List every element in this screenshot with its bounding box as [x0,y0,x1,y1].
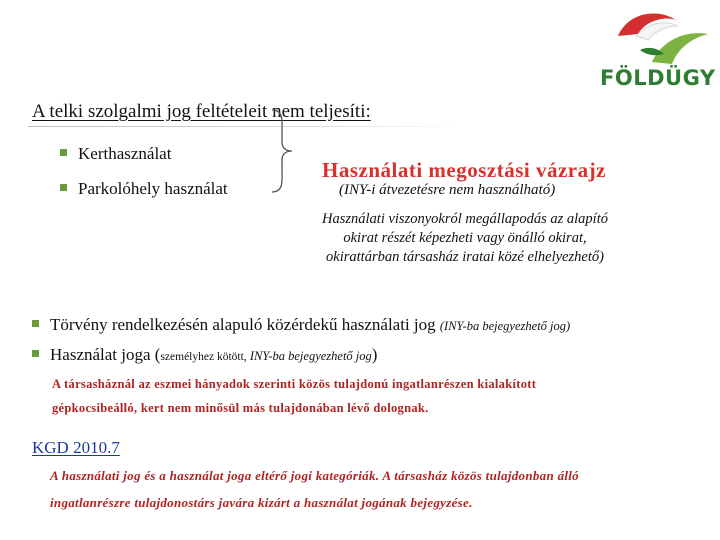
list-item-torveny [32,315,570,335]
kgd-text-line: A használati jog és a használat joga eltérő jogi kategóriák. A társasház közös tulajdonban álló [50,468,579,483]
logo-green-swoosh [652,33,708,64]
bullet-icon [60,149,67,156]
condominium-note-line: gépkocsibeálló, kert nem minősül más tulajdonában lévő dolognak. [52,401,429,415]
diagram-note: (INY-i átvezetésre nem használható) [339,182,556,198]
kgd-reference-link[interactable]: KGD 2010.7 [32,438,120,457]
right-brace-icon [270,108,294,194]
list-item-small: személyhez kötött, [160,351,247,363]
list-item-close: ) [371,345,378,364]
bullet-icon [32,350,39,357]
page-title: A telki szolgalmi jog feltételeit nem teljesíti: [32,101,371,122]
diagram-title: Használati megosztási vázrajz [322,158,606,182]
foldugy-logo-text: FÖLDÜGY [600,66,716,90]
list-item-hasznalat-joga [32,345,377,365]
condominium-note-line: A társasháznál az eszmei hányadok szerinti közös tulajdonú ingatlanrészen kialakított [52,377,537,391]
bullet-icon [32,320,39,327]
condominium-note [52,372,652,420]
list-item-label: Parkolóhely használat [78,179,228,198]
logo-green-leaf [640,48,664,55]
kgd-text-line: ingatlanrészre tulajdonostárs javára kizárt a használat jogának bejegyzése. [50,495,473,510]
agreement-line: okirattárban társasház iratai közé elhelyezhető) [326,249,604,265]
list-item-label: Használat joga ( [50,345,161,364]
list-item-label: Kerthasználat [78,144,172,163]
list-item-kerthasznalat [60,144,171,164]
list-item-parkolohely [60,179,228,199]
list-item-note: INY-ba bejegyezhető jog [246,349,372,363]
agreement-line: okirat részét képezheti vagy önálló okirat, [343,230,587,246]
bullet-icon [60,184,67,191]
agreement-line: Használati viszonyokról megállapodás az alapító [322,211,608,227]
list-item-label: Törvény rendelkezésén alapuló közérdekű használati jog [50,315,436,334]
title-divider [28,126,466,127]
list-item-note: (INY-ba bejegyezhető jog) [439,319,571,333]
kgd-text [50,462,710,516]
agreement-text [292,210,638,267]
